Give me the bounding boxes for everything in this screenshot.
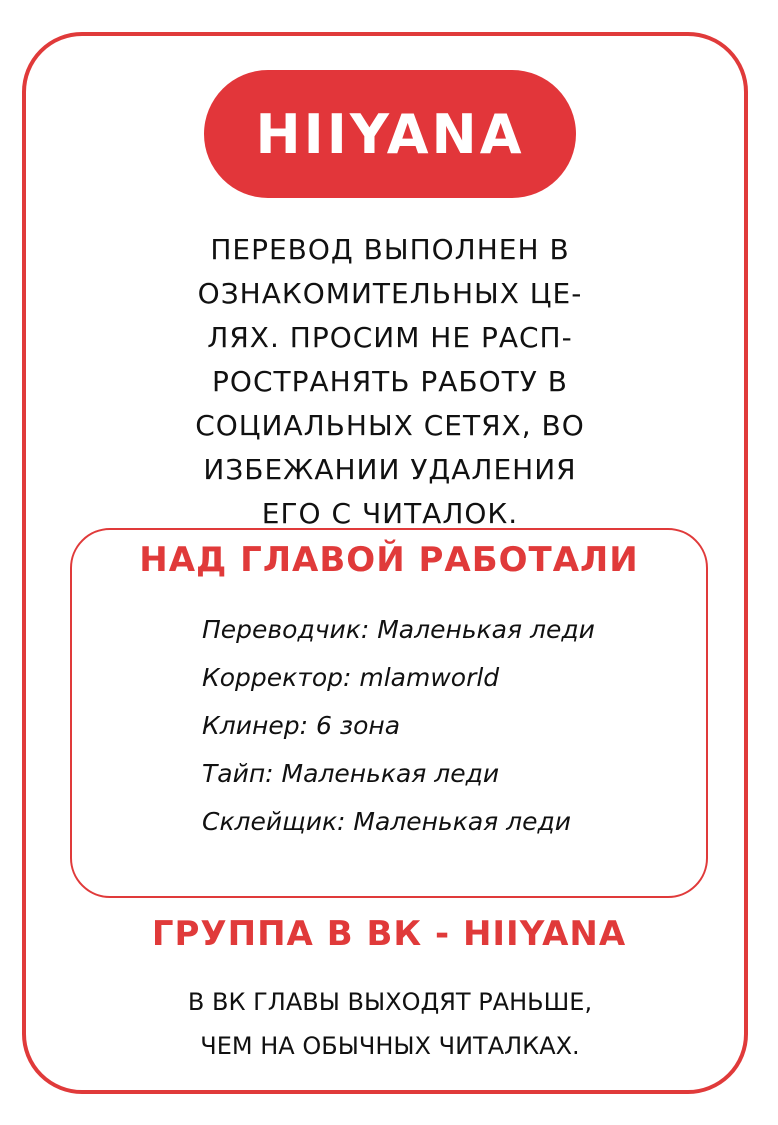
notice-line: ИЗБЕЖАНИИ УДАЛЕНИЯ	[203, 453, 577, 486]
logo-badge	[204, 70, 576, 198]
notice-line: РОСТРАНЯТЬ РАБОТУ В	[212, 365, 568, 398]
credits-list	[202, 606, 672, 846]
credits-title: НАД ГЛАВОЙ РАБОТАЛИ	[139, 540, 639, 580]
disclaimer-notice	[160, 228, 620, 536]
notice-line: ПЕРЕВОД ВЫПОЛНЕН В	[210, 233, 570, 266]
group-note-line: ЧЕМ НА ОБЫЧНЫХ ЧИТАЛКАХ.	[200, 1032, 580, 1060]
notice-line: ЛЯХ. ПРОСИМ НЕ РАСП-	[207, 321, 573, 354]
notice-line: ЕГО С ЧИТАЛОК.	[261, 497, 519, 530]
credit-row-typesetter: Тайп: Маленькая леди	[202, 759, 500, 788]
group-note-line: В ВК ГЛАВЫ ВЫХОДЯТ РАНЬШЕ,	[187, 988, 593, 1016]
logo-text: HIIYANA	[255, 102, 525, 166]
notice-line: ОЗНАКОМИТЕЛЬНЫХ ЦЕ-	[197, 277, 583, 310]
credit-row-proofreader: Корректор: mlamworld	[202, 663, 500, 692]
vk-group-title: ГРУППА В ВК - HIIYANA	[151, 914, 627, 954]
credit-row-cleaner: Клинер: 6 зона	[202, 711, 401, 740]
vk-group-note	[140, 980, 640, 1068]
credit-row-translator: Переводчик: Маленькая леди	[202, 615, 595, 644]
notice-line: СОЦИАЛЬНЫХ СЕТЯХ, ВО	[195, 409, 585, 442]
credit-row-merger: Склейщик: Маленькая леди	[202, 807, 572, 836]
